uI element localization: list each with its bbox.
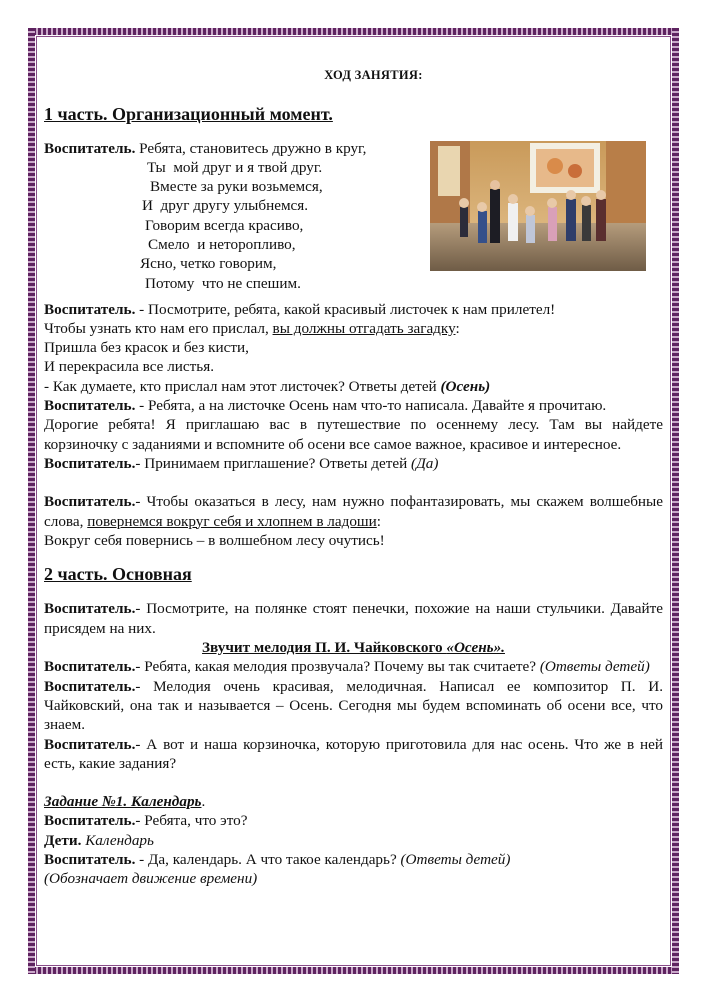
part2-title: 2 часть. Основная bbox=[44, 564, 192, 585]
poem-line: Ясно, четко говорим, bbox=[140, 255, 277, 273]
poem-speaker: Воспитатель. bbox=[44, 139, 136, 157]
underlined-text: вы должны отгадать загадку bbox=[272, 319, 456, 337]
letter-text: Дорогие ребята! Я приглашаю вас в путешествие по осеннему лесу. Там вы найдете корзиночку с заданиями и вспомните об осени все самое важное, красивое и интересное. bbox=[44, 416, 663, 453]
poem-line: Ты мой друг и я твой друг. bbox=[147, 158, 323, 176]
paragraph-text: : bbox=[376, 512, 381, 530]
speaker-label: Воспитатель. bbox=[44, 851, 136, 869]
poem-line: Смело и неторопливо, bbox=[148, 236, 296, 254]
paragraph-text: - Как думаете, кто прислал нам этот листочек? Ответы детей bbox=[44, 377, 441, 395]
speaker-label: Воспитатель. bbox=[44, 397, 136, 415]
task1-title: Задание №1. Календарь bbox=[44, 793, 202, 811]
paragraph-text: - Да, календарь. А что такое календарь? bbox=[135, 851, 401, 869]
answer-text: (Обозначает движение времени) bbox=[44, 870, 258, 888]
document-body: ХОД ЗАНЯТИЯ: 1 часть. Организационный момент. Воспитатель. Ребята, становитесь дружно в круг, Ты мой друг и я твой друг. Вместе за руки возьмемся, И друг другу улыбнемся. Говорим всегда красиво, Смело и неторопливо, Ясно, четко говорим, Потому что не спешим. Воспитатель. - Посмотрите, ребята, какой красивый листочек к нам прилетел! Чтобы узнать кто нам его прислал, вы должны отгадать загадку: Пришла без красок и без кисти, И перекрасила все листья. - Как думаете, кто прислал нам этот листочек? Ответы детей (Осень) Воспитатель. - Ребята, а на листочке Осень нам что-то написала. Давайте я прочитаю. Дорогие ребята! Я приглашаю вас в путешествие по осеннему лесу. Там вы найдете корзиночку с заданиями и вспомните об осени все самое важное, красивое и интересное. Воспитатель.- Принимаем приглашение? Ответы детей (Да) Воспитатель.- Чтобы оказаться в лесу, нам нужно пофантазировать, мы скажем волшебные слова, повернемся вокруг себя и хлопнем в ладоши: Вокруг себя повернись – в волшебном лесу очутись! 2 часть. Основная Воспитатель.- Посмотрите, на полянке стоят пенечки, похожие на наши стульчики. Давайте присядем на них. Звучит мелодия П. И. Чайковского «Осень». Воспитатель.- Ребята, какая мелодия прозвучала? Почему вы так считаете? (Ответы детей) Воспитатель.- Мелодия очень красивая, мелодичная. Написал ее композитор П. И. Чайковский, она так и называется – Осень. Сегодня мы будем вспоминать об осени все, что знаем. Воспитатель.- А вот и наша корзиночка, которую приготовила для нас осень. Что же в ней есть, какие задания? Задание №1. Календарь. Воспитатель.- Ребята, что это? Дети. Календарь Воспитатель. - Да, календарь. А что такое календарь? (Ответы детей) (Обозначает движение времени) bbox=[44, 68, 663, 888]
paragraph-text: - Мелодия очень красивая, мелодичная. Написал ее композитор П. И. Чайковский, она так и называется – Осень. Сегодня мы будем вспоминать об осени все, что знаем. bbox=[44, 677, 663, 734]
melody-line: Звучит мелодия П. И. Чайковского «Осень». bbox=[202, 639, 505, 657]
poem-line: И друг другу улыбнемся. bbox=[142, 197, 309, 215]
speaker-label: Воспитатель. bbox=[44, 658, 136, 676]
poem-line: Говорим всегда красиво, bbox=[145, 216, 304, 234]
riddle-line: И перекрасила все листья. bbox=[44, 358, 215, 376]
answer-text: Календарь bbox=[81, 831, 154, 849]
paragraph-text: Чтобы узнать кто нам его прислал, bbox=[44, 319, 273, 337]
paragraph-text: - Посмотрите, на полянке стоят пенечки, похожие на наши стульчики. Давайте присядем на них. bbox=[44, 600, 663, 637]
paragraph-text: - А вот и наша корзиночка, которую приготовила для нас осень. Что же в ней есть, какие задания? bbox=[44, 735, 663, 772]
paragraph-text: - Принимаем приглашение? Ответы детей bbox=[135, 454, 412, 472]
part1-title: 1 часть. Организационный момент. bbox=[44, 104, 333, 125]
answer-text: (Ответы детей) bbox=[400, 851, 511, 869]
answer-text: (Ответы детей) bbox=[539, 658, 650, 676]
paragraph-text: - Чтобы оказаться в лесу, нам нужно пофантазировать, мы скажем волшебные слова, bbox=[44, 493, 663, 530]
speaker-label: Воспитатель. bbox=[44, 677, 136, 695]
speaker-label: Воспитатель. bbox=[44, 735, 136, 753]
answer-text: (Да) bbox=[411, 454, 439, 472]
kids-label: Дети. bbox=[44, 831, 82, 849]
paragraph-text: - Ребята, что это? bbox=[135, 812, 248, 830]
speaker-label: Воспитатель. bbox=[44, 300, 136, 318]
poem-line: Потому что не спешим. bbox=[145, 274, 301, 292]
poem-line: Ребята, становитесь дружно в круг, bbox=[135, 139, 367, 157]
paragraph-text: - Посмотрите, ребята, какой красивый листочек к нам прилетел! bbox=[135, 300, 556, 318]
magic-words: Вокруг себя повернись – в волшебном лесу очутись! bbox=[44, 531, 385, 549]
lesson-heading: ХОД ЗАНЯТИЯ: bbox=[324, 68, 423, 82]
riddle-line: Пришла без красок и без кисти, bbox=[44, 339, 249, 357]
answer-text: (Осень) bbox=[440, 377, 491, 395]
speaker-label: Воспитатель. bbox=[44, 493, 136, 511]
paragraph-text: - Ребята, а на листочке Осень нам что-то написала. Давайте я прочитаю. bbox=[135, 397, 607, 415]
paragraph-text: - Ребята, какая мелодия прозвучала? Почему вы так считаете? bbox=[135, 658, 540, 676]
speaker-label: Воспитатель. bbox=[44, 600, 136, 618]
poem-line: Вместе за руки возьмемся, bbox=[150, 178, 323, 196]
paragraph-text: : bbox=[455, 319, 460, 337]
classroom-photo bbox=[430, 141, 646, 271]
poem-section bbox=[44, 139, 663, 292]
poem bbox=[44, 139, 424, 293]
speaker-label: Воспитатель. bbox=[44, 812, 136, 830]
speaker-label: Воспитатель. bbox=[44, 454, 136, 472]
underlined-text: повернемся вокруг себя и хлопнем в ладоши bbox=[87, 512, 377, 530]
